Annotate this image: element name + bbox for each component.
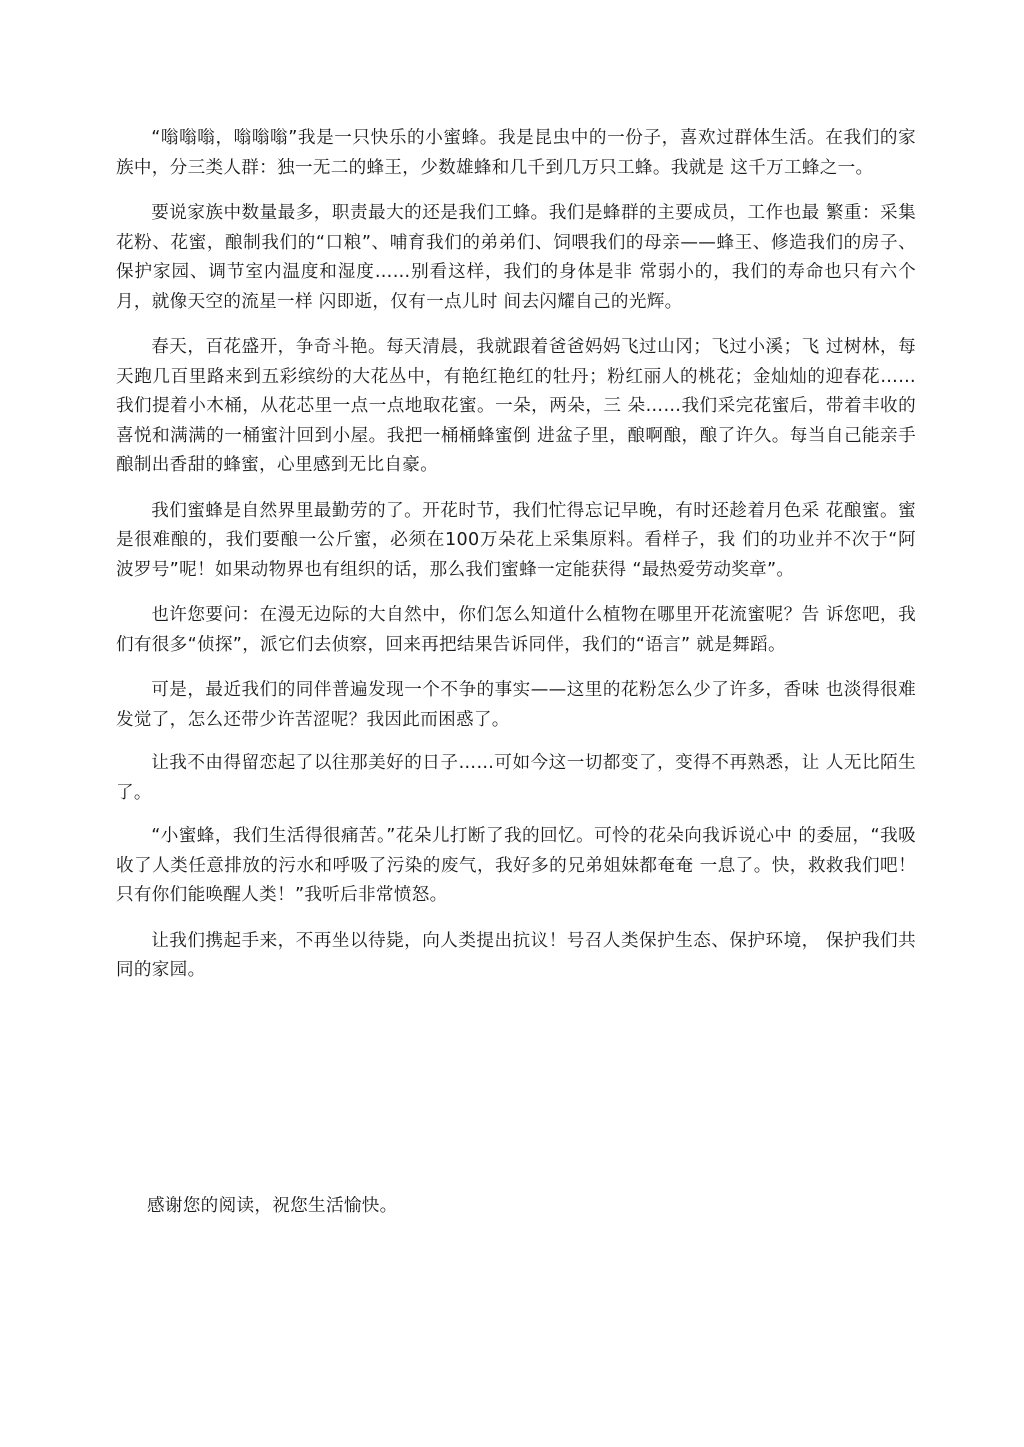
paragraph-1: “嗡嗡嗡，嗡嗡嗡”我是一只快乐的小蜜蜂。我是昆虫中的一份子，喜欢过群体生活。在我们的家族中，分三类人群：独一无二的蜂王，少数雄蜂和几千到几万只工蜂。我就是 这千万工蜂之一。 <box>116 128 916 178</box>
paragraph-3: 春天，百花盛开，争奇斗艳。每天清晨，我就跟着爸爸妈妈飞过山冈；飞过小溪；飞 过树林，每天跑几百里路来到五彩缤纷的大花丛中，有艳红艳红的牡丹；粉红丽人的桃花；金灿灿的迎春花……我们提着小木桶，从花芯里一点一点地取花蜜。一朵，两朵，三 朵……我们采完花蜜后，带着丰收的喜悦和满满的一桶蜜汁回到小屋。我把一桶桶蜂蜜倒 进盆子里，酿啊酿，酿了许久。每当自己能亲手酿制出香甜的蜂蜜，心里感到无比自豪。 <box>116 337 916 475</box>
paragraph-4: 我们蜜蜂是自然界里最勤劳的了。开花时节，我们忙得忘记早晚，有时还趁着月色采 花酿蜜。蜜是很难酿的，我们要酿一公斤蜜，必须在100万朵花上采集原料。看样子，我 们的功业并不次于“阿波罗号”呢！如果动物界也有组织的话，那么我们蜜蜂一定能获得 “最热爱劳动奖章”。 <box>116 500 916 580</box>
paragraph-8: “小蜜蜂，我们生活得很痛苦。”花朵儿打断了我的回忆。可怜的花朵向我诉说心中 的委屈，“我吸收了人类任意排放的污水和呼吸了污染的废气，我好多的兄弟姐妹都奄奄 一息了。快，救救我们吧！只有你们能唤醒人类！”我听后非常愤怒。 <box>116 826 916 905</box>
closing-line: 感谢您的阅读，祝您生活愉快。 <box>147 1196 398 1216</box>
paragraph-9: 让我们携起手来，不再坐以待毙，向人类提出抗议！号召人类保护生态、保护环境， 保护我们共同的家园。 <box>116 930 916 980</box>
paragraph-2: 要说家族中数量最多，职责最大的还是我们工蜂。我们是蜂群的主要成员，工作也最 繁重：采集花粉、花蜜，酿制我们的“口粮”、哺育我们的弟弟们、饲喂我们的母亲——蜂王、修造我们的房子、保护家园、调节室内温度和湿度……别看这样，我们的身体是非 常弱小的，我们的寿命也只有六个月，就像天空的流星一样 闪即逝，仅有一点儿时 间去闪耀自己的光辉。 <box>116 203 916 312</box>
paragraph-5: 也许您要问：在漫无边际的大自然中，你们怎么知道什么植物在哪里开花流蜜呢？告 诉您吧，我们有很多“侦探”，派它们去侦察，回来再把结果告诉同伴，我们的“语言” 就是舞蹈。 <box>116 605 916 655</box>
document-body <box>116 124 916 1002</box>
paragraph-7: 让我不由得留恋起了以往那美好的日子……可如今这一切都变了，变得不再熟悉，让 人无比陌生了。 <box>116 753 916 803</box>
paragraph-6: 可是，最近我们的同伴普遍发现一个不争的事实——这里的花粉怎么少了许多，香味 也淡得很难发觉了，怎么还带少许苦涩呢？我因此而困惑了。 <box>116 680 916 730</box>
